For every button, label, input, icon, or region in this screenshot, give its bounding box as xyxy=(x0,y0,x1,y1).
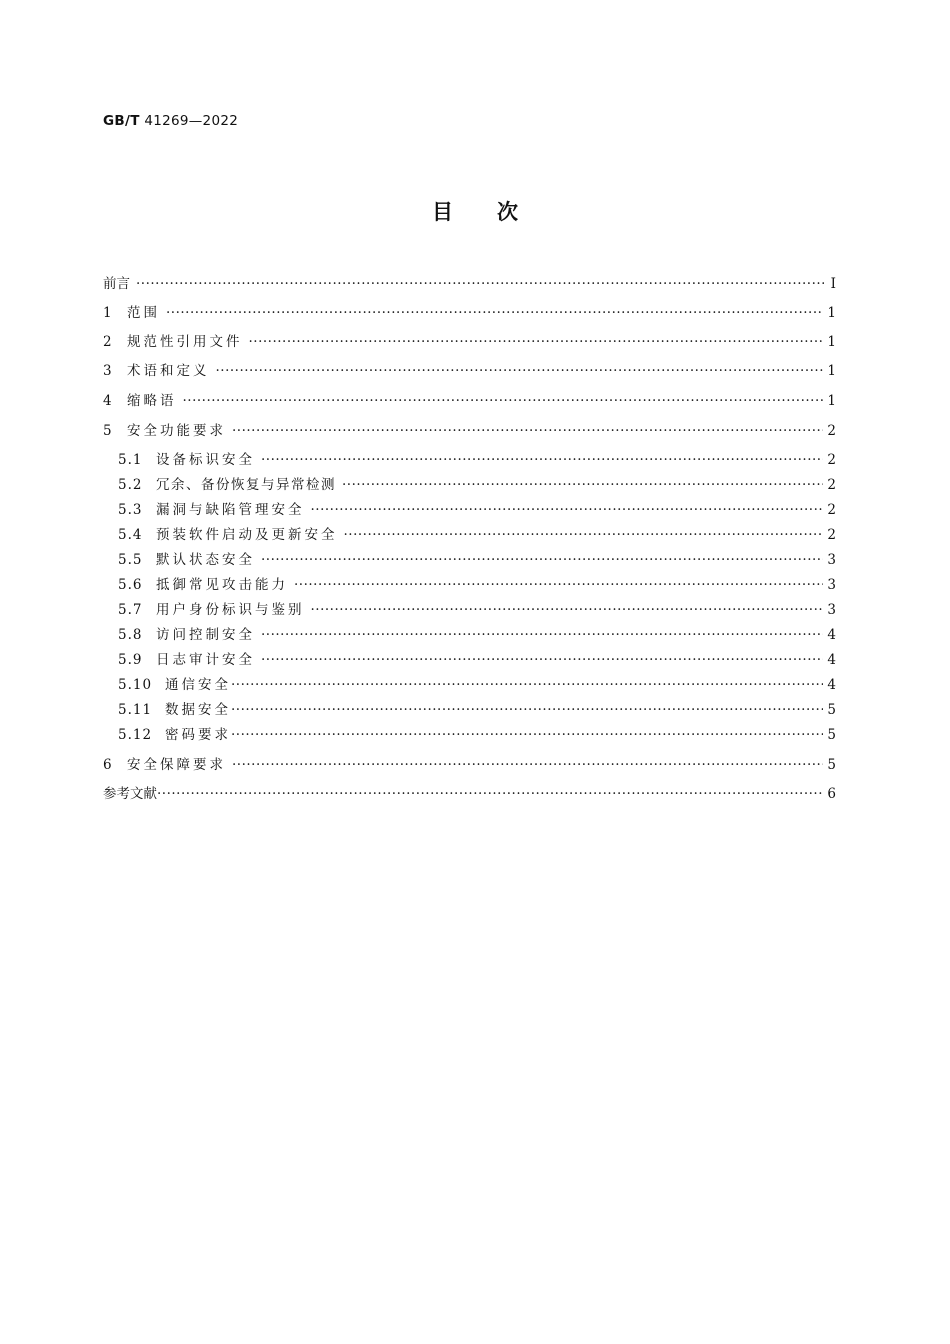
toc-entry-number: 5.6 xyxy=(118,577,143,593)
toc-page-number: 6 xyxy=(827,786,836,802)
toc-page-number: 2 xyxy=(827,527,836,543)
toc-entry-5-9[interactable] xyxy=(118,650,836,670)
toc-entry-label: 密码要求 xyxy=(165,727,231,743)
toc-entry-label: 抵御常见攻击能力 xyxy=(156,577,288,593)
toc-leader-dots xyxy=(261,450,823,470)
toc-page-number: 5 xyxy=(827,702,836,718)
toc-leader-dots xyxy=(261,550,823,570)
toc-page-number: 1 xyxy=(827,334,836,350)
toc-entry-5-4[interactable] xyxy=(118,525,836,545)
toc-entry-5-10[interactable] xyxy=(118,675,836,695)
toc-entry-label: 数据安全 xyxy=(165,702,231,718)
toc-page-number: 3 xyxy=(827,577,836,593)
toc-page-number: Ⅰ xyxy=(830,276,836,292)
toc-page-number: 4 xyxy=(827,627,836,643)
toc-entry-label: 安全功能要求 xyxy=(127,423,226,439)
toc-entry-label: 安全保障要求 xyxy=(127,757,226,773)
toc-entry-number: 5.2 xyxy=(118,477,143,493)
toc-page-number: 2 xyxy=(827,477,836,493)
toc-leader-dots xyxy=(342,475,823,495)
toc-entry-label: 参考文献 xyxy=(103,786,157,802)
toc-leader-dots xyxy=(231,675,823,695)
toc-leader-dots xyxy=(311,600,824,620)
toc-entry-label: 前言 xyxy=(103,276,130,292)
toc-page-number: 1 xyxy=(827,393,836,409)
standard-prefix: GB/T xyxy=(103,113,140,129)
toc-leader-dots xyxy=(261,650,823,670)
table-of-contents xyxy=(103,0,836,900)
toc-leader-dots xyxy=(157,784,823,804)
toc-page-number: 1 xyxy=(827,363,836,379)
toc-page-number: 3 xyxy=(827,602,836,618)
toc-entry-label: 术语和定义 xyxy=(127,363,210,379)
toc-entry-5-3[interactable] xyxy=(118,500,836,520)
toc-leader-dots xyxy=(136,274,824,294)
toc-leader-dots xyxy=(232,755,823,775)
toc-entry-label: 用户身份标识与鉴别 xyxy=(156,602,305,618)
toc-leader-dots xyxy=(261,625,823,645)
toc-entry-label: 默认状态安全 xyxy=(156,552,255,568)
toc-entry-label: 规范性引用文件 xyxy=(127,334,243,350)
toc-leader-dots xyxy=(311,500,824,520)
toc-page-number: 3 xyxy=(827,552,836,568)
toc-page-number: 5 xyxy=(827,727,836,743)
toc-entry-1[interactable] xyxy=(103,303,836,323)
toc-page-number: 4 xyxy=(827,652,836,668)
toc-entry-number: 4 xyxy=(103,393,113,409)
toc-leader-dots xyxy=(183,391,824,411)
toc-page-number: 2 xyxy=(827,423,836,439)
toc-entry-number: 5.11 xyxy=(118,702,153,718)
toc-entry-label: 设备标识安全 xyxy=(156,452,255,468)
toc-title: 目次 xyxy=(432,200,562,224)
toc-entry-label: 漏洞与缺陷管理安全 xyxy=(156,502,305,518)
toc-entry-6[interactable] xyxy=(103,755,836,775)
toc-entry-number: 5.9 xyxy=(118,652,143,668)
toc-leader-dots xyxy=(231,725,823,745)
toc-entry-number: 5.5 xyxy=(118,552,143,568)
toc-entry-number: 5.7 xyxy=(118,602,143,618)
toc-entry-label: 预装软件启动及更新安全 xyxy=(156,527,338,543)
toc-entry-5-5[interactable] xyxy=(118,550,836,570)
toc-page-number: 5 xyxy=(827,757,836,773)
toc-page-number: 2 xyxy=(827,452,836,468)
toc-entry-5-1[interactable] xyxy=(118,450,836,470)
toc-entry-5[interactable] xyxy=(103,421,836,441)
toc-entry-number: 5.1 xyxy=(118,452,143,468)
toc-entry-number: 5.4 xyxy=(118,527,143,543)
toc-entry-number: 2 xyxy=(103,334,113,350)
toc-entry-number: 5.3 xyxy=(118,502,143,518)
toc-entry-label: 缩略语 xyxy=(127,393,177,409)
standard-number: 41269—2022 xyxy=(144,113,239,129)
toc-entry-5-6[interactable] xyxy=(118,575,836,595)
toc-entry-number: 5.8 xyxy=(118,627,143,643)
toc-entry-number: 6 xyxy=(103,757,113,773)
toc-entry-preface[interactable] xyxy=(103,274,836,294)
toc-leader-dots xyxy=(166,303,823,323)
toc-entry-5-12[interactable] xyxy=(118,725,836,745)
toc-entry-number: 5.12 xyxy=(118,727,153,743)
toc-entry-2[interactable] xyxy=(103,332,836,352)
toc-entry-4[interactable] xyxy=(103,391,836,411)
toc-page-number: 2 xyxy=(827,502,836,518)
toc-entry-5-2[interactable] xyxy=(118,475,836,495)
toc-entry-label: 通信安全 xyxy=(165,677,231,693)
toc-entry-label: 冗余、备份恢复与异常检测 xyxy=(156,477,336,493)
toc-entry-number: 5 xyxy=(103,423,113,439)
toc-leader-dots xyxy=(344,525,824,545)
toc-entry-5-8[interactable] xyxy=(118,625,836,645)
toc-entry-number: 1 xyxy=(103,305,113,321)
toc-entry-3[interactable] xyxy=(103,361,836,381)
toc-page-number: 4 xyxy=(827,677,836,693)
toc-entry-5-7[interactable] xyxy=(118,600,836,620)
toc-leader-dots xyxy=(249,332,824,352)
toc-entry-references[interactable] xyxy=(103,784,836,804)
toc-entry-label: 日志审计安全 xyxy=(156,652,255,668)
toc-leader-dots xyxy=(232,421,823,441)
toc-entry-5-11[interactable] xyxy=(118,700,836,720)
toc-entry-label: 范围 xyxy=(127,305,160,321)
toc-entry-label: 访问控制安全 xyxy=(156,627,255,643)
toc-entry-number: 3 xyxy=(103,363,113,379)
toc-page-number: 1 xyxy=(827,305,836,321)
toc-leader-dots xyxy=(231,700,823,720)
toc-leader-dots xyxy=(216,361,824,381)
toc-entry-number: 5.10 xyxy=(118,677,153,693)
toc-leader-dots xyxy=(294,575,823,595)
